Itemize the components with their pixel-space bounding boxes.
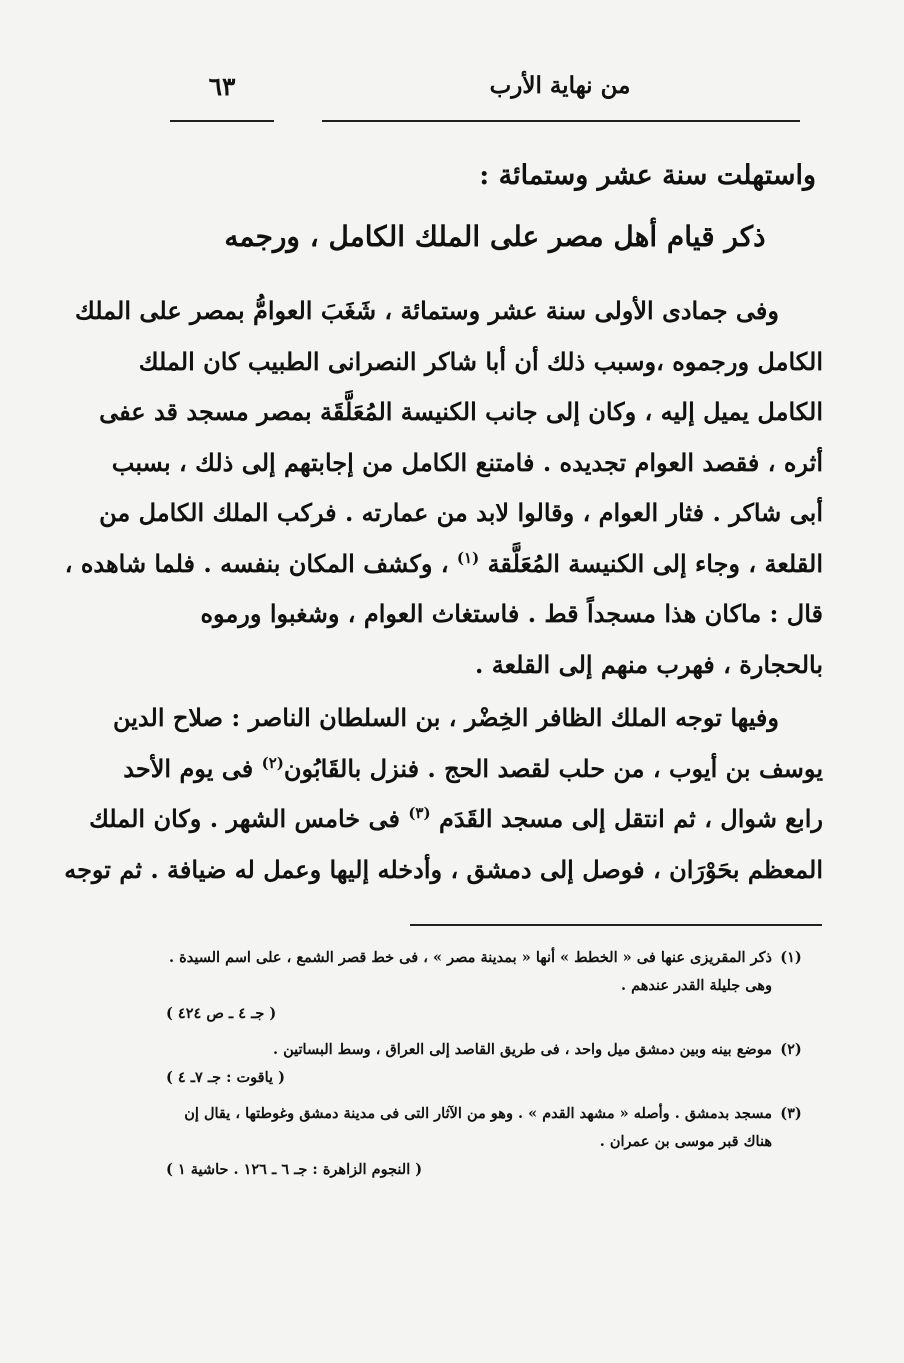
header-rule-right: [322, 120, 800, 122]
footnote-rule: [410, 924, 822, 926]
paragraph-1: [64, 286, 823, 690]
footnote-3: [160, 1100, 810, 1184]
text-line: الكامل يميل إليه ، وكان إلى جانب الكنيسة المُعَلَّقَة بمصر مسجد قد عفى: [99, 397, 823, 426]
text-line: وفيها توجه الملك الظافر الخِضْر ، بن السلطان الناصر : صلاح الدين: [112, 703, 779, 732]
text-line: أبى شاكر . فثار العوام ، وقالوا لابد من عمارته . فركب الملك الكامل من: [99, 498, 823, 527]
text-segment: ، وكشف المكان بنفسه . فلما شاهده ،: [64, 548, 457, 578]
footnote-text: ذكر المقريزى عنها فى « الخطط » أنها « بمدينة مصر » ، فى خط قصر الشمع ، على اسم السيدة . وهى جليلة القدر عندهم .: [169, 949, 772, 994]
text-line: قال : ماكان هذا مسجداً قط . فاستغاث العوام ، وشغبوا ورموه: [200, 599, 823, 628]
page-number: ٦٣: [208, 72, 236, 101]
text-line: أثره ، فقصد العوام تجديده . فامتنع الكامل من إجابتهم إلى ذلك ، بسبب: [111, 447, 823, 477]
footnote-ref-3: (٣): [408, 804, 431, 822]
footnote-body: [160, 944, 772, 1028]
text-segment: فى خامس الشهر . وكان الملك: [89, 804, 409, 833]
footnote-number: (٣): [780, 1105, 802, 1122]
footnote-number: (٢): [780, 1041, 802, 1058]
year-line: واستهلت سنة عشر وستمائة :: [479, 160, 816, 191]
footnote-ref-1: (١): [456, 548, 480, 567]
footnote-source: ( ياقوت : جـ ٧ـ ٤ ): [166, 1069, 285, 1086]
text-line: [64, 539, 823, 590]
footnote-source: ( النجوم الزاهرة : جـ ٦ ـ ١٢٦ . حاشية ١ ): [166, 1161, 423, 1178]
footnote-source: ( جـ ٤ ـ ص ٤٢٤ ): [166, 1005, 277, 1022]
text-line: بالحجارة ، فهرب منهم إلى القلعة .: [475, 649, 823, 679]
footnote-1: [160, 944, 810, 1028]
text-segment: فى يوم الأحد: [123, 753, 262, 783]
section-heading: ذكر قيام أهل مصر على الملك الكامل ، ورجمه: [224, 220, 766, 253]
text-line: وفى جمادى الأولى سنة عشر وستمائة ، شَغَبَ العوامُّ بمصر على الملك: [75, 296, 779, 325]
footnote-text: مسجد بدمشق . وأصله « مشهد القدم » . وهو من الآثار التى فى مدينة دمشق وغوطتها ، يقال إن هناك قبر موسى بن عمران .: [184, 1105, 772, 1150]
footnotes: [160, 944, 810, 1192]
header-rule-left: [170, 120, 274, 122]
footnote-2: [160, 1036, 810, 1092]
text-line: [89, 794, 823, 845]
footnote-body: [160, 1100, 772, 1184]
paragraph-2: [64, 693, 823, 895]
text-segment: القلعة ، وجاء إلى الكنيسة المُعَلَّقة: [487, 548, 823, 578]
footnote-body: [160, 1036, 772, 1092]
running-title: من نهاية الأرب: [489, 72, 631, 99]
footnote-number: (١): [780, 949, 802, 966]
text-line: المعظم بحَوْرَان ، فوصل إلى دمشق ، وأدخله إليها وعمل له ضيافة . ثم توجه: [64, 854, 823, 884]
text-segment: يوسف بن أيوب ، من حلب لقصد الحج . فنزل بالقَابُون: [283, 753, 823, 783]
text-line: الكامل ورجموه ،وسبب ذلك أن أبا شاكر النصرانى الطبيب كان الملك: [138, 346, 823, 376]
text-line: [123, 744, 823, 795]
text-segment: رابع شوال ، ثم انتقل إلى مسجد القَدَم: [438, 804, 823, 833]
footnote-ref-2: (٢): [261, 753, 284, 772]
footnote-text: موضع بينه وبين دمشق ميل واحد ، فى طريق القاصد إلى العراق ، وسط البساتين .: [272, 1041, 772, 1058]
